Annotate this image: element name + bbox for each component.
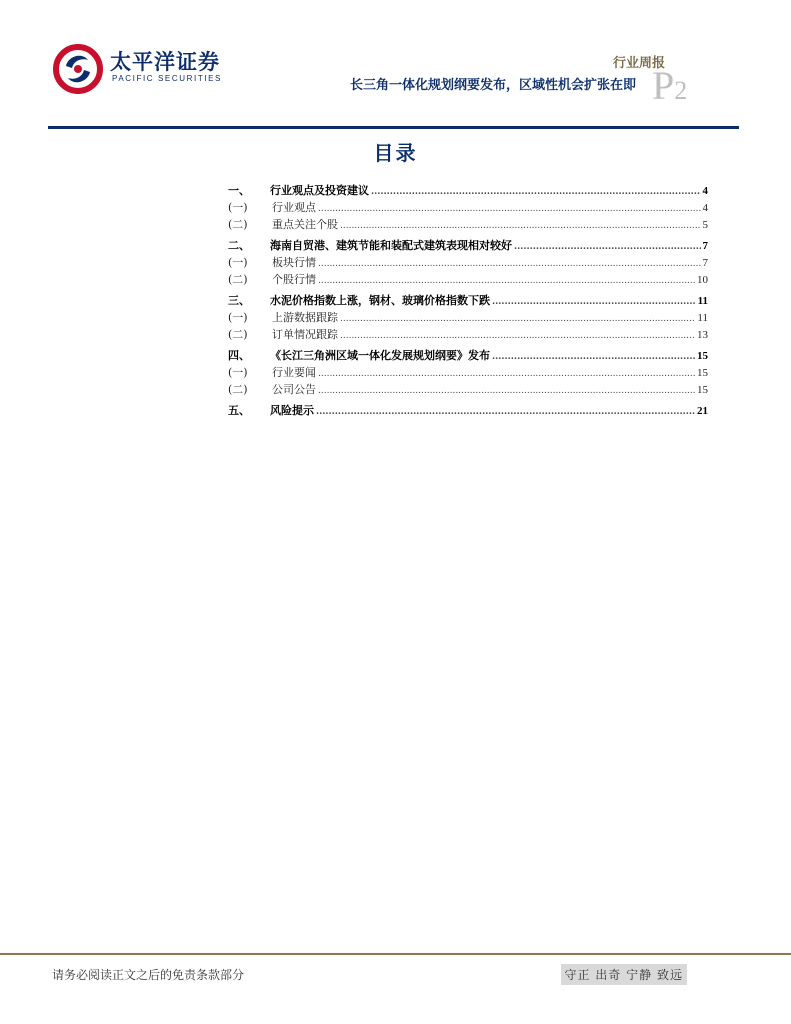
toc-entry[interactable] — [228, 402, 708, 419]
toc-entry-page: 11 — [697, 312, 708, 324]
toc-entry-page: 5 — [702, 219, 708, 231]
toc-entry-title: 《长江三角洲区域一体化发展规划纲要》发布 — [270, 349, 490, 362]
toc-entry-title: 行业要闻 — [272, 366, 316, 379]
toc-entry-title: 重点关注个股 — [272, 218, 338, 231]
toc-entry-title: 上游数据跟踪 — [272, 311, 338, 324]
toc-entry-title: 板块行情 — [272, 256, 316, 269]
toc-leader-dots — [492, 349, 695, 366]
toc-entry-title: 水泥价格指数上涨，钢材、玻璃价格指数下跌 — [270, 294, 490, 307]
toc-entry-title: 行业观点及投资建议 — [270, 184, 369, 197]
toc-entry-page: 10 — [697, 274, 708, 286]
toc-entry-number: (二) — [228, 383, 248, 396]
toc-entry-number: 三、 — [228, 294, 250, 307]
report-title: 长三角一体化规划纲要发布，区域性机会扩张在即 — [349, 78, 636, 93]
toc-entry-title: 海南自贸港、建筑节能和装配式建筑表现相对较好 — [270, 239, 512, 252]
toc-entry[interactable] — [228, 216, 708, 233]
toc-entry-number: (一) — [228, 201, 248, 214]
footer-motto: 守正 出奇 宁静 致远 — [561, 964, 687, 985]
footer-disclaimer: 请务必阅读正文之后的免责条款部分 — [52, 968, 245, 982]
toc-entry-number: (一) — [228, 311, 248, 324]
toc-entry-title: 行业观点 — [272, 201, 316, 214]
toc-entry[interactable] — [228, 292, 708, 309]
toc-leader-dots — [318, 201, 701, 218]
toc-entry-page: 21 — [697, 405, 708, 417]
toc-entry-page: 4 — [702, 202, 708, 214]
toc-entry-page: 4 — [702, 185, 708, 197]
toc-entry-number: 四、 — [228, 349, 250, 362]
toc-entry-number: (一) — [228, 256, 248, 269]
toc-entry[interactable] — [228, 309, 708, 326]
toc-entry-page: 15 — [697, 384, 708, 396]
toc-entry[interactable] — [228, 182, 708, 199]
toc-entry[interactable] — [228, 347, 708, 364]
toc-entry-page: 7 — [702, 257, 708, 269]
toc-leader-dots — [340, 218, 701, 235]
toc-leader-dots — [492, 294, 696, 311]
toc-leader-dots — [318, 366, 695, 383]
toc-leader-dots — [318, 256, 701, 273]
toc-leader-dots — [316, 404, 695, 421]
footer-divider — [0, 953, 791, 955]
toc-entry-page: 13 — [697, 329, 708, 341]
toc-entry-number: (二) — [228, 328, 248, 341]
toc-entry-number: (一) — [228, 366, 248, 379]
toc-leader-dots — [340, 328, 695, 345]
table-of-contents — [228, 182, 708, 419]
toc-entry-page: 11 — [697, 295, 708, 307]
toc-entry[interactable] — [228, 254, 708, 271]
toc-entry-title: 订单情况跟踪 — [272, 328, 338, 341]
header-divider — [48, 126, 739, 129]
company-logo — [52, 42, 222, 92]
toc-entry-title: 公司公告 — [272, 383, 316, 396]
toc-entry[interactable] — [228, 364, 708, 381]
toc-title: 目录 — [373, 141, 418, 165]
toc-entry[interactable] — [228, 237, 708, 254]
page-number — [652, 63, 688, 108]
brand-name-cn: 太平洋证券 — [110, 50, 220, 74]
toc-leader-dots — [371, 184, 701, 201]
brand-name-en: PACIFIC SECURITIES — [112, 74, 222, 83]
toc-entry-number: 一、 — [228, 184, 250, 197]
page-letter: P — [652, 63, 675, 108]
toc-entry[interactable] — [228, 326, 708, 343]
toc-entry-number: 五、 — [228, 404, 250, 417]
toc-entry-page: 15 — [697, 367, 708, 379]
toc-leader-dots — [514, 239, 701, 256]
toc-leader-dots — [340, 311, 695, 328]
toc-entry-number: 二、 — [228, 239, 250, 252]
toc-entry[interactable] — [228, 271, 708, 288]
report-type: 行业周报 — [612, 56, 665, 71]
toc-entry-page: 15 — [697, 350, 708, 362]
toc-entry[interactable] — [228, 381, 708, 398]
toc-entry-title: 个股行情 — [272, 273, 316, 286]
toc-leader-dots — [318, 273, 695, 290]
toc-entry-title: 风险提示 — [270, 404, 314, 417]
page-digit: 2 — [674, 76, 688, 105]
toc-entry[interactable] — [228, 199, 708, 216]
toc-entry-page: 7 — [702, 240, 708, 252]
toc-entry-number: (二) — [228, 218, 248, 231]
pacific-securities-logo-icon — [52, 42, 104, 94]
toc-leader-dots — [318, 383, 695, 400]
toc-entry-number: (二) — [228, 273, 248, 286]
